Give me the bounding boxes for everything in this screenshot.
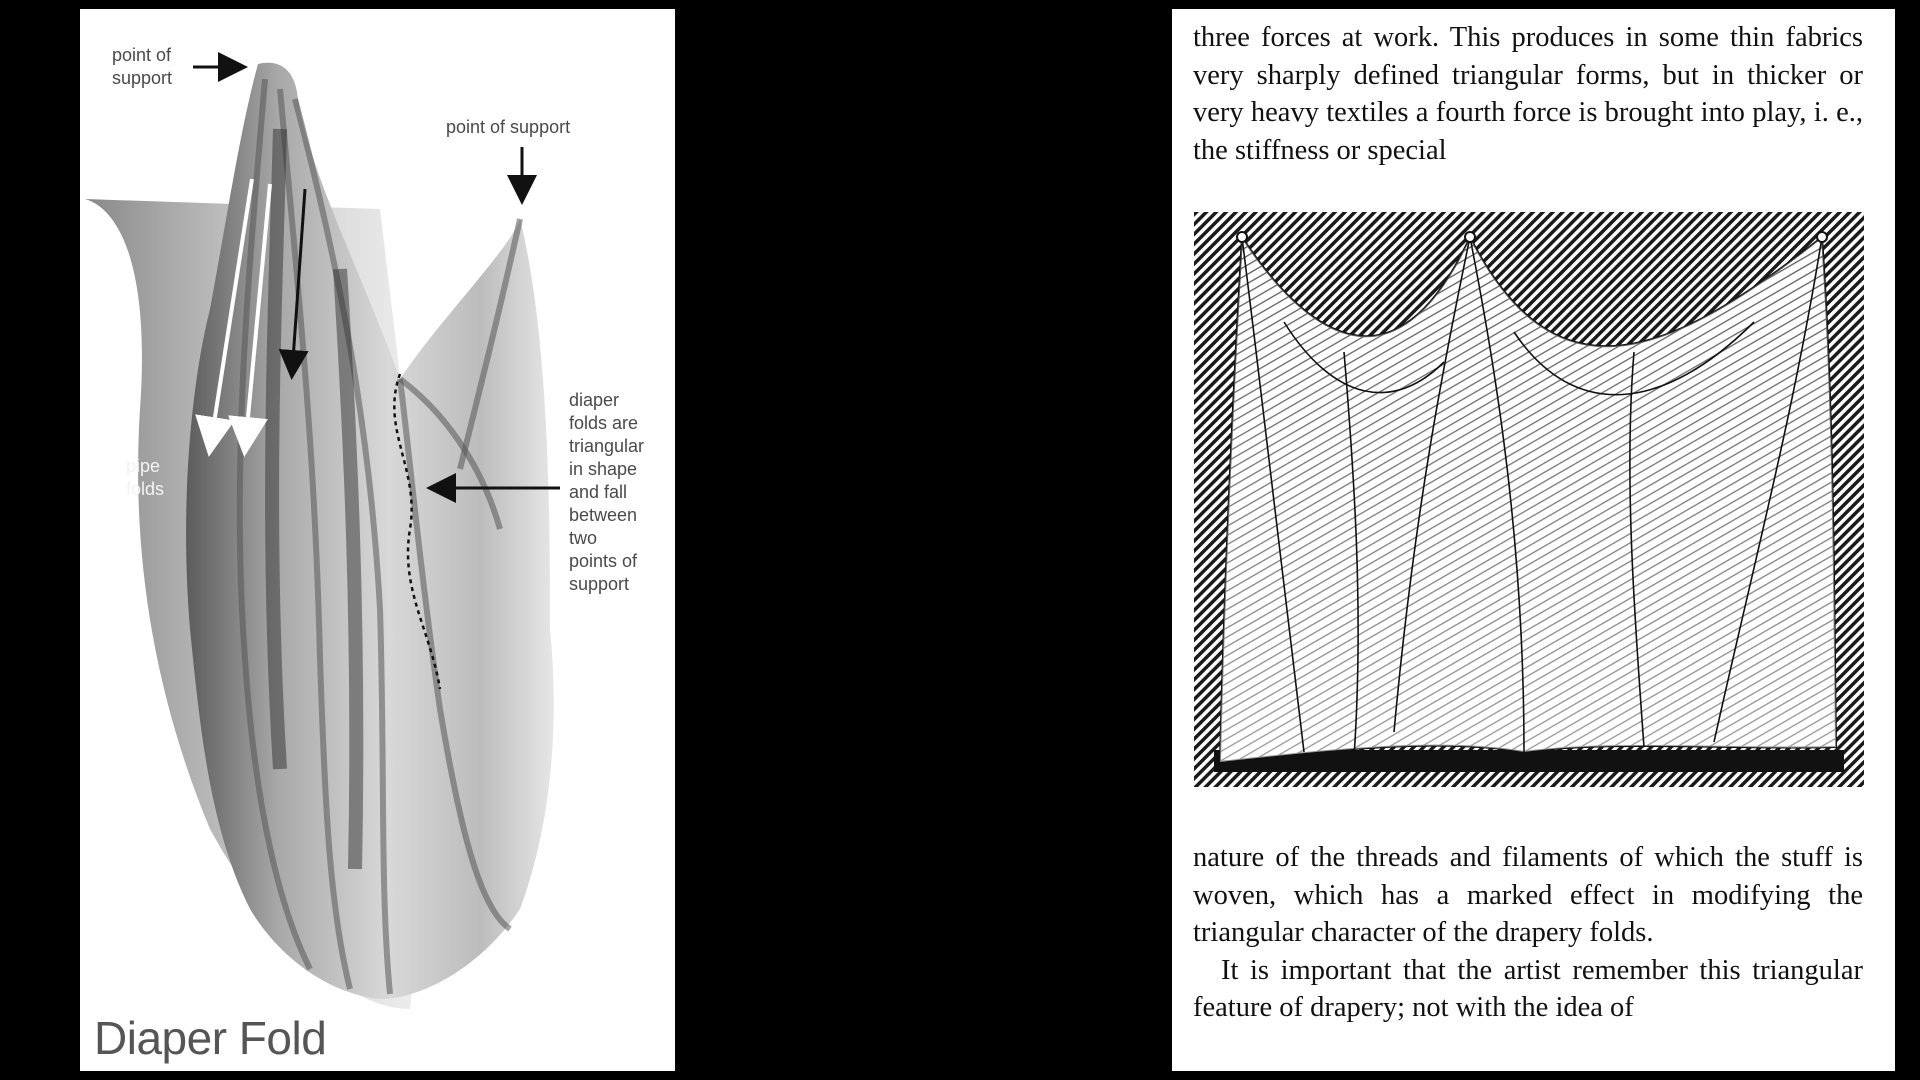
pin-center-icon bbox=[1465, 232, 1475, 242]
caption-title: Diaper Fold bbox=[94, 1012, 327, 1064]
paragraph-bottom bbox=[1193, 839, 1863, 1027]
paragraph-bottom-1: nature of the threads and filaments of which the stuff is woven, which has a marked effect in modifying the triangular character of the drapery folds. bbox=[1193, 842, 1863, 948]
paragraph-top: three forces at work. This produces in some thin fabrics very sharply defined triangular forms, but in thicker or very heavy textiles a fourth force is brought into play, i. e., the stiffness or special bbox=[1193, 22, 1863, 166]
paragraph-bottom-2: It is important that the artist remember this triangular feature of drapery; not with the idea of bbox=[1193, 954, 1863, 1023]
label-diaper-folds: diaper folds are triangular in shape and fall between two points of support bbox=[569, 390, 645, 594]
pin-left-icon bbox=[1237, 232, 1247, 242]
label-point-of-support-right: point of support bbox=[446, 117, 571, 137]
book-page-panel bbox=[1172, 9, 1895, 1071]
label-point-of-support-left: point of support bbox=[112, 45, 173, 88]
hatched-drapery-plate bbox=[1194, 212, 1864, 787]
pin-right-icon bbox=[1817, 232, 1827, 242]
label-pipe-folds: pipe folds bbox=[126, 456, 165, 499]
drawing-panel bbox=[80, 9, 675, 1071]
